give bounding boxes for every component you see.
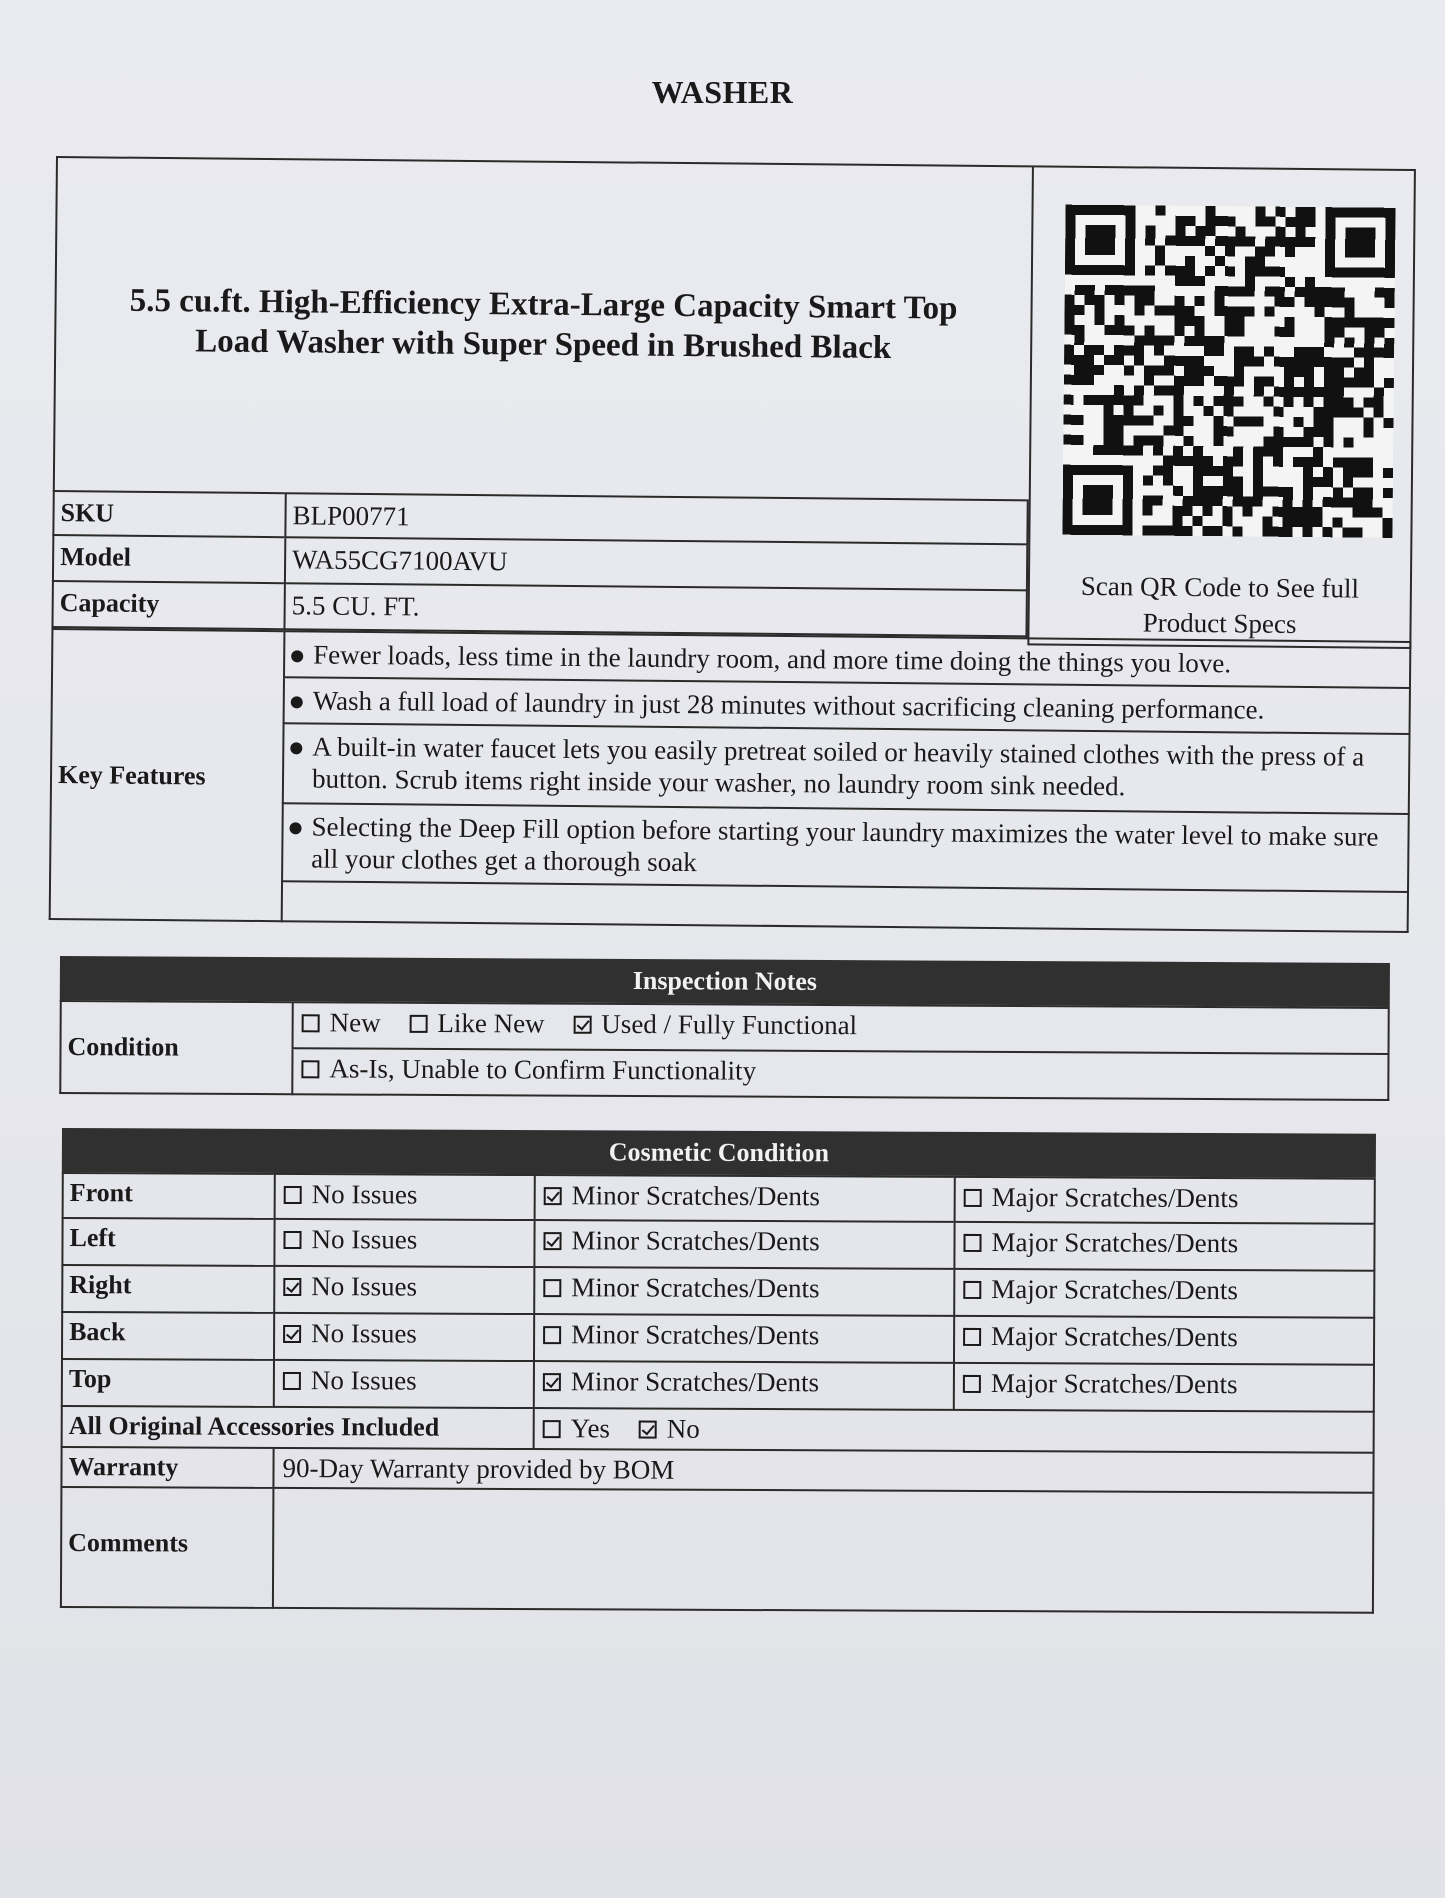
cosmetic-condition-table — [60, 1128, 1376, 1614]
condition-options-row-2 — [291, 1049, 1389, 1101]
bullet-icon — [289, 822, 301, 834]
option-label: Major Scratches/Dents — [991, 1227, 1239, 1259]
warranty-value: 90-Day Warranty provided by BOM — [272, 1449, 1374, 1494]
bullet-icon — [291, 696, 303, 708]
page-title: WASHER — [651, 74, 794, 110]
accessories-option-yes[interactable] — [543, 1413, 610, 1444]
feature-item — [282, 724, 1411, 815]
key-features-label: Key Features — [57, 760, 206, 791]
bullet-icon — [291, 650, 303, 662]
cosmetic-option-minor — [533, 1315, 953, 1364]
comments-field[interactable] — [272, 1489, 1375, 1614]
feature-text: Selecting the Deep Fill option before starting your laundry maximizes the water level to make sure all your clothes get a thorough soak — [311, 811, 1379, 878]
option-label: New — [329, 1007, 381, 1038]
accessories-options — [533, 1409, 1375, 1454]
accessories-label: All Original Accessories Included — [61, 1407, 533, 1450]
checkbox-icon[interactable] — [301, 1060, 319, 1078]
cosmetic-area-label: Top — [61, 1360, 273, 1408]
cosmetic-option-major — [953, 1223, 1375, 1272]
option-label: No Issues — [311, 1271, 418, 1302]
checkbox-icon[interactable] — [963, 1234, 981, 1252]
option-label: Used / Fully Functional — [601, 1008, 858, 1041]
option-label: Minor Scratches/Dents — [571, 1319, 820, 1351]
product-name-cell — [53, 156, 1032, 499]
checkbox-icon[interactable] — [963, 1281, 981, 1299]
checkbox-icon[interactable] — [409, 1015, 427, 1033]
sku-value: BLP00771 — [284, 492, 1028, 545]
cosmetic-option-no-issues — [273, 1220, 533, 1268]
checkbox-icon[interactable] — [283, 1231, 301, 1249]
option-label: Major Scratches/Dents — [991, 1182, 1239, 1214]
cosmetic-option-minor — [533, 1221, 953, 1270]
condition-label-cell — [59, 1000, 291, 1095]
option-label: Minor Scratches/Dents — [571, 1180, 820, 1212]
cosmetic-option-minor — [533, 1268, 953, 1317]
feature-text: A built-in water faucet lets you easily pretreat soiled or heavily stained clothes with the press of a button. Scrub items right inside your washer, no laundry room sink needed. — [311, 731, 1365, 802]
checkbox-icon[interactable] — [543, 1279, 561, 1297]
cosmetic-condition-header: Cosmetic Condition — [62, 1128, 1376, 1178]
condition-option-like-new[interactable] — [409, 1008, 544, 1040]
feature-text: Wash a full load of laundry in just 28 minutes without sacrificing cleaning performance. — [312, 685, 1265, 725]
condition-option-used[interactable] — [573, 1009, 857, 1041]
cosmetic-area-label: Left — [61, 1219, 273, 1267]
option-label: Minor Scratches/Dents — [570, 1366, 820, 1398]
option-label: No Issues — [310, 1365, 417, 1396]
option-label: No Issues — [311, 1224, 418, 1255]
option-label: Minor Scratches/Dents — [571, 1272, 820, 1304]
inspection-notes-header: Inspection Notes — [60, 956, 1390, 1007]
cosmetic-area-label: Front — [62, 1172, 274, 1220]
option-label: Yes — [570, 1413, 611, 1444]
cosmetic-option-major — [953, 1317, 1375, 1366]
checkbox-icon[interactable] — [543, 1232, 561, 1250]
option-label: No — [666, 1413, 700, 1444]
cosmetic-option-major — [953, 1364, 1375, 1413]
product-name-line-1: 5.5 cu.ft. High-Efficiency Extra-Large Capacity Smart Top — [129, 282, 958, 327]
cosmetic-area-label: Back — [61, 1313, 273, 1361]
qr-caption — [1039, 567, 1400, 642]
option-label: Like New — [437, 1007, 545, 1039]
accessories-option-no[interactable] — [639, 1414, 700, 1445]
condition-option-new[interactable] — [302, 1007, 381, 1038]
option-label: Major Scratches/Dents — [990, 1368, 1238, 1400]
product-name-line-2: Load Washer with Super Speed in Brushed Black — [195, 323, 892, 367]
cosmetic-option-no-issues — [273, 1361, 533, 1409]
cosmetic-option-major — [954, 1176, 1376, 1225]
product-info-table — [49, 156, 1416, 933]
feature-item — [281, 804, 1410, 893]
checkbox-icon[interactable] — [283, 1325, 301, 1343]
cosmetic-option-minor — [534, 1174, 954, 1223]
checkbox-icon[interactable] — [302, 1014, 320, 1032]
condition-label: Condition — [67, 1032, 179, 1062]
key-features-label-cell — [49, 628, 284, 922]
option-label: Major Scratches/Dents — [991, 1321, 1238, 1353]
checkbox-icon[interactable] — [543, 1420, 561, 1438]
qr-caption-line-2: Product Specs — [1142, 607, 1297, 639]
cosmetic-option-minor — [533, 1362, 953, 1411]
checkbox-icon[interactable] — [284, 1186, 302, 1204]
inspection-notes-table — [59, 956, 1390, 1101]
model-label: Model — [52, 536, 284, 584]
feature-text: Fewer loads, less time in the laundry room, and more time doing the things you love. — [313, 639, 1232, 679]
option-label: No Issues — [311, 1318, 417, 1349]
option-label: No Issues — [311, 1179, 418, 1210]
cosmetic-option-no-issues — [273, 1314, 533, 1362]
checkbox-icon[interactable] — [639, 1421, 657, 1439]
checkbox-icon[interactable] — [964, 1189, 982, 1207]
option-label: As-Is, Unable to Confirm Functionality — [329, 1053, 757, 1086]
cosmetic-option-major — [953, 1270, 1375, 1319]
option-label: Major Scratches/Dents — [991, 1274, 1239, 1306]
cosmetic-area-label: Right — [61, 1266, 273, 1314]
qr-caption-line-1: Scan QR Code to See full — [1080, 570, 1360, 604]
cosmetic-option-no-issues — [273, 1267, 533, 1315]
option-label: Minor Scratches/Dents — [571, 1225, 820, 1257]
warranty-label: Warranty — [60, 1448, 272, 1489]
checkbox-icon[interactable] — [573, 1016, 591, 1034]
bullet-icon — [290, 742, 302, 754]
qr-code-cell — [1027, 165, 1416, 649]
checkbox-icon[interactable] — [283, 1372, 301, 1390]
checkbox-icon[interactable] — [283, 1278, 301, 1296]
sku-label: SKU — [52, 490, 284, 538]
capacity-label: Capacity — [51, 582, 283, 630]
model-value: WA55CG7100AVU — [284, 538, 1028, 591]
condition-options-row-1 — [292, 1001, 1390, 1055]
checkbox-icon[interactable] — [543, 1326, 561, 1344]
capacity-value: 5.5 CU. FT. — [283, 584, 1027, 637]
product-name — [76, 280, 1011, 369]
cosmetic-option-no-issues — [274, 1173, 534, 1221]
comments-label-cell — [60, 1488, 273, 1609]
condition-option-as-is[interactable] — [301, 1053, 756, 1086]
checkbox-icon[interactable] — [963, 1328, 981, 1346]
checkbox-icon[interactable] — [544, 1187, 562, 1205]
comments-label: Comments — [68, 1528, 189, 1558]
checkbox-icon[interactable] — [543, 1373, 561, 1391]
qr-code-icon — [1062, 202, 1395, 541]
checkbox-icon[interactable] — [963, 1375, 981, 1393]
